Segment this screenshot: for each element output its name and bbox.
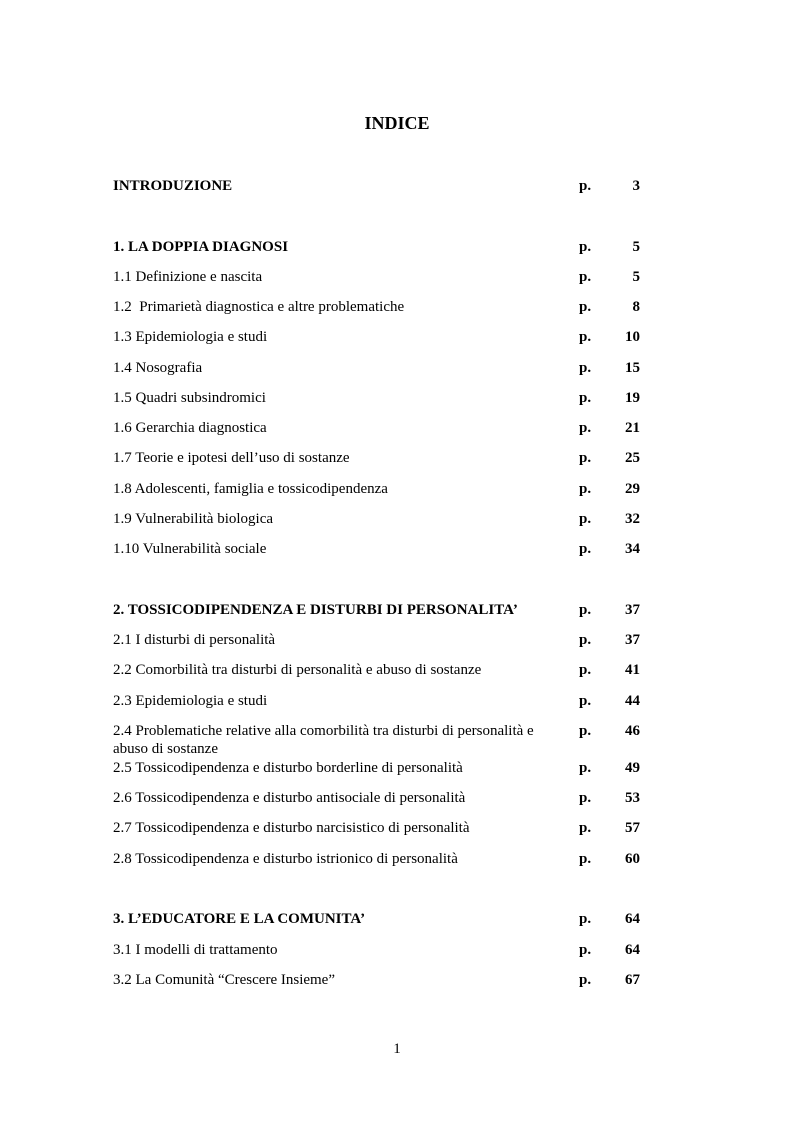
toc-entry-label: 1.2 Primarietà diagnostica e altre problematiche: [113, 299, 405, 315]
toc-entry-page-number: 46: [625, 723, 640, 739]
toc-entry-p-marker: p.: [579, 790, 592, 806]
toc-entry-label: 1.7 Teorie e ipotesi dell’uso di sostanze: [113, 450, 350, 466]
toc-entry-p-marker: p.: [579, 269, 592, 285]
toc-entry-p-marker: p.: [579, 662, 592, 678]
toc-entry-p-marker: p.: [579, 760, 592, 776]
toc-entry-label: 2.8 Tossicodipendenza e disturbo istrionico di personalità: [113, 851, 458, 867]
toc-entry-label: 2.3 Epidemiologia e studi: [113, 693, 268, 709]
toc-entry-page-number: 37: [625, 632, 640, 648]
toc-entry-label: 1.10 Vulnerabilità sociale: [113, 541, 267, 557]
toc-entry-page-number: 53: [625, 790, 640, 806]
toc-entry-page-number: 3: [632, 178, 640, 194]
toc-entry-p-marker: p.: [579, 942, 592, 958]
toc-entry-page-number: 67: [625, 972, 640, 988]
toc-entry-label: 1.1 Definizione e nascita: [113, 269, 263, 285]
toc-entry-page-number: 37: [625, 602, 640, 618]
toc-entry-page-number: 10: [625, 329, 640, 345]
toc-entry-page-number: 49: [625, 760, 640, 776]
toc-entry-label: 2.1 I disturbi di personalità: [113, 632, 276, 648]
toc-entry-page-number: 29: [625, 481, 640, 497]
toc-entry-p-marker: p.: [579, 239, 592, 255]
toc-entry-label: 1.8 Adolescenti, famiglia e tossicodipendenza: [113, 481, 388, 497]
toc-entry-p-marker: p.: [579, 632, 592, 648]
toc-entry-page-number: 64: [625, 942, 640, 958]
toc-entry-label: 2.6 Tossicodipendenza e disturbo antisociale di personalità: [113, 790, 466, 806]
toc-entry-p-marker: p.: [579, 511, 592, 527]
toc-entry-label: 2. TOSSICODIPENDENZA E DISTURBI DI PERSONALITA’: [113, 602, 518, 618]
toc-entry-page-number: 15: [625, 360, 640, 376]
toc-entry-p-marker: p.: [579, 360, 592, 376]
toc-entry-page-number: 64: [625, 911, 640, 927]
toc-entry-page-number: 32: [625, 511, 640, 527]
footer-page-number: 1: [393, 1041, 401, 1057]
toc-entry-p-marker: p.: [579, 851, 592, 867]
toc-entry-label: 3. L’EDUCATORE E LA COMUNITA’: [113, 911, 366, 927]
toc-entry-label: 3.1 I modelli di trattamento: [113, 942, 278, 958]
toc-entry-page-number: 34: [625, 541, 640, 557]
toc-entry-p-marker: p.: [579, 329, 592, 345]
toc-entry-p-marker: p.: [579, 390, 592, 406]
toc-entry-page-number: 21: [625, 420, 640, 436]
toc-entry-p-marker: p.: [579, 481, 592, 497]
toc-entry-page-number: 5: [632, 239, 640, 255]
toc-entry-p-marker: p.: [579, 541, 592, 557]
toc-entry-label: 1.3 Epidemiologia e studi: [113, 329, 268, 345]
toc-entry-label: 1.5 Quadri subsindromici: [113, 390, 266, 406]
toc-entry-p-marker: p.: [579, 972, 592, 988]
toc-entry-p-marker: p.: [579, 420, 592, 436]
toc-entry-page-number: 41: [625, 662, 640, 678]
toc-entry-page-number: 8: [632, 299, 640, 315]
toc-entry-page-number: 44: [625, 693, 640, 709]
toc-entry-label: 1.6 Gerarchia diagnostica: [113, 420, 267, 436]
toc-entry-label: INTRODUZIONE: [113, 178, 233, 194]
toc-entry-page-number: 57: [625, 820, 640, 836]
page-title: INDICE: [364, 113, 430, 133]
toc-entry-label: 3.2 La Comunità “Crescere Insieme”: [113, 972, 335, 988]
toc-entry-p-marker: p.: [579, 911, 592, 927]
toc-entry-label: 1.4 Nosografia: [113, 360, 203, 376]
toc-entry-page-number: 60: [625, 851, 640, 867]
toc-entry-page-number: 19: [625, 390, 640, 406]
toc-entry-p-marker: p.: [579, 178, 592, 194]
toc-entry-label: 2.2 Comorbilità tra disturbi di personalità e abuso di sostanze: [113, 662, 482, 678]
toc-entry-label: 2.4 Problematiche relative alla comorbilità tra disturbi di personalità e abuso di sostanze: [113, 723, 534, 757]
toc-entry-p-marker: p.: [579, 820, 592, 836]
toc-entry-label: 1. LA DOPPIA DIAGNOSI: [113, 239, 289, 255]
toc-entry-label: 2.7 Tossicodipendenza e disturbo narcisistico di personalità: [113, 820, 470, 836]
toc-entry-p-marker: p.: [579, 450, 592, 466]
toc-entry-p-marker: p.: [579, 693, 592, 709]
toc-entry-label: 1.9 Vulnerabilità biologica: [113, 511, 274, 527]
toc-entry-label: 2.5 Tossicodipendenza e disturbo borderline di personalità: [113, 760, 463, 776]
toc-entry-page-number: 25: [625, 450, 640, 466]
toc-entry-p-marker: p.: [579, 602, 592, 618]
toc-entry-p-marker: p.: [579, 299, 592, 315]
toc-entry-p-marker: p.: [579, 723, 592, 739]
toc-entry-page-number: 5: [632, 269, 640, 285]
